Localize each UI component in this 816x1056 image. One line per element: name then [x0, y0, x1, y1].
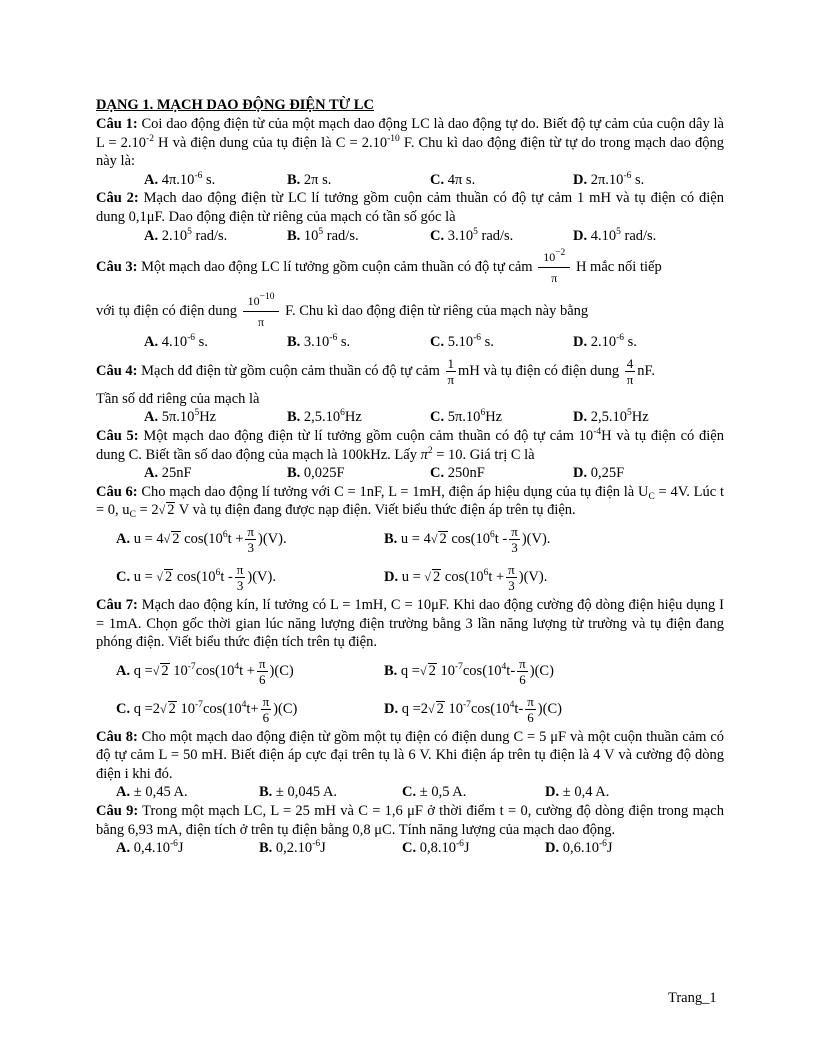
option-a[interactable]: A. u = 4√ 2 $\cos(10^6t$ + $\frac{\pi}{3}$ )(V).: [116, 524, 287, 556]
question-3-cont: với tụ điện có điện dung $\frac{10^{-10}}{\pi}$ F. Chu kì dao động điện từ riêng của mạch này bằng: [96, 289, 724, 333]
option-a[interactable]: A. $5\pi.10^5Hz$: [144, 408, 217, 426]
options-4: [96, 408, 724, 427]
option-c[interactable]: C. q =2√ 2 $10^{-7}\cos(10^4t+$ $\frac{\pi}{6}$ )(C): [116, 693, 298, 725]
options-9: [96, 839, 724, 858]
option-c[interactable]: C. u = √ 2 $\cos(10^6t$ - $\frac{\pi}{3}$ )(V).: [116, 562, 276, 594]
options-7-row1: [96, 652, 724, 690]
option-b[interactable]: B. q =√ 2 $10^{-7}\cos(10^4t-$ $\frac{\pi}{6}$ )(C): [384, 655, 554, 687]
options-3: [96, 333, 724, 352]
fraction: $\frac{1}{\pi}$: [447, 355, 455, 387]
option-c[interactable]: C. 4π s.: [430, 171, 476, 188]
question-label: Câu 6:: [96, 483, 138, 500]
options-7-row2: [96, 690, 724, 728]
question-3: Câu 3: Một mạch dao động LC lí tưởng gồm cuộn cảm thuần có độ tự cảm $\frac{10^{-2}}{\pi}$ H mắc nối tiếp: [96, 245, 724, 289]
question-2: Câu 2: Mạch dao động điện từ LC lí tưởng gồm cuộn cảm thuần có độ tự cảm 1 mH và tụ điện có điện dung 0,1μF. Dao động điện từ riêng của mạch có tần số góc là: [96, 190, 724, 225]
question-label: Câu 7:: [96, 596, 138, 613]
question-label: Câu 8:: [96, 728, 138, 745]
question-4-cont: Tần số dđ riêng của mạch là: [96, 390, 260, 407]
fraction: $\frac{10^{-2}}{\pi}$: [538, 247, 570, 288]
question-4: Câu 4: Mạch dđ điện từ gồm cuộn cảm thuần có độ tự cảm $\frac{1}{\pi}$ mH và tụ điện có điện dung $\frac{4}{\pi}$ nF.: [96, 355, 656, 387]
option-a[interactable]: A. $4.10^{-6}$ s.: [144, 333, 208, 351]
options-8: [96, 783, 724, 802]
option-a[interactable]: A. $0,4.10^{-6}J$: [116, 839, 184, 857]
question-label: Câu 4:: [96, 362, 138, 379]
options-6-row1: [96, 520, 724, 558]
fraction: $\frac{10^{-10}}{\pi}$: [243, 291, 280, 332]
option-c[interactable]: C. 3.10$^5$ rad/s.: [430, 226, 514, 244]
option-c[interactable]: C. $0,8.10^{-6}J$: [402, 839, 470, 857]
fraction: $\frac{4}{\pi}$: [626, 355, 634, 387]
page-title: DẠNG 1. MẠCH DAO ĐỘNG ĐIỆN TỪ LC: [96, 97, 374, 113]
option-d[interactable]: D. ± 0,4 A.: [545, 784, 610, 801]
question-9: Câu 9: Trong một mạch LC, L = 25 mH và C = 1,6 μF ở thời điểm t = 0, cường độ dòng điện trong mạch bằng 6,93 mA, điện tích ở trên tụ điện bằng 0,8 μC. Tính năng lượng của mạch dao động.: [96, 803, 724, 838]
option-b[interactable]: B. $10^5$ rad/s.: [287, 226, 359, 244]
page-number: Trang_1: [668, 990, 717, 1006]
option-d[interactable]: D. $0,6.10^{-6}J$: [545, 839, 613, 857]
options-1: [96, 171, 724, 190]
options-2: [96, 227, 724, 246]
option-a[interactable]: A. ± 0,45 A.: [116, 784, 188, 801]
document-page: [96, 96, 724, 858]
question-8: Câu 8: Cho một mạch dao động điện từ gồm một tụ điện có điện dung C = 5 μF và một cuộn thuần cảm có độ tự cảm L = 50 mH. Biết điện áp cực đại trên tụ là 6 V. Khi điện áp trên tụ điện là 4 V và cường độ dòng điện i khi đó.: [96, 728, 725, 782]
option-a[interactable]: A. q =√ 2 $10^{-7}\cos(10^4t$ + $\frac{\pi}{6}$ )(C): [116, 655, 294, 687]
option-a[interactable]: A. 2.10$^5$ rad/s.: [144, 226, 228, 244]
option-c[interactable]: C. $5\pi.10^6Hz$: [430, 408, 503, 426]
option-a[interactable]: A. 25nF: [144, 465, 192, 482]
option-b[interactable]: B. 2,5.10$^6$Hz: [287, 408, 362, 426]
question-label: Câu 2:: [96, 190, 139, 207]
option-a[interactable]: A. $4\pi.10^{-6}$ s.: [144, 170, 216, 188]
options-6-row2: [96, 558, 724, 596]
option-d[interactable]: D. 2,5.10$^5$Hz: [573, 408, 649, 426]
question-6: Câu 6: Cho mạch dao động lí tưởng với C = 1nF, L = 1mH, điện áp hiệu dụng của tụ điện là $U_C = 4V$. Lúc t = 0, $u_C = 2√$ 2 V và tụ điện đang được nạp điện. Viết biểu thức điện áp trên tụ điện.: [96, 483, 724, 521]
option-b[interactable]: B. $3.10^{-6}$ s.: [287, 333, 351, 351]
option-d[interactable]: D. $2\pi.10^{-6}$ s.: [573, 170, 645, 188]
question-label: Câu 5:: [96, 427, 139, 444]
option-d[interactable]: D. $2.10^{-6}$ s.: [573, 333, 637, 351]
option-c[interactable]: C. $5.10^{-6}$ s.: [430, 333, 494, 351]
question-7: Câu 7: Mạch dao động kín, lí tưởng có L = 1mH, C = 10μF. Khi dao động cường độ dòng điện hiệu dụng I = 1mA. Chọn gốc thời gian lúc năng lượng điện trường bằng 3 lần năng lượng từ trường và tụ điện đang phóng điện. Viết biểu thức điện tích trên tụ điện.: [96, 596, 724, 651]
option-b[interactable]: B. u = 4√ 2 $\cos(10^6t$ - $\frac{\pi}{3}$ )(V).: [384, 524, 551, 556]
sqrt: 2: [167, 502, 175, 519]
option-b[interactable]: B. $0,2.10^{-6}J$: [259, 839, 326, 857]
option-c[interactable]: C. 250nF: [430, 465, 485, 482]
question-label: Câu 1:: [96, 116, 138, 132]
option-c[interactable]: C. ± 0,5 A.: [402, 784, 467, 801]
question-5: Câu 5: Một mạch dao động điện từ lí tưởng gồm cuộn cảm thuần có độ tự cảm $10^{-4}H$ và tụ điện có điện dung C. Biết tần số dao động của mạch là 100kHz. Lấy $\pi^2 = 10$. Giá trị C là: [96, 426, 724, 463]
option-b[interactable]: B. 0,025F: [287, 465, 345, 482]
question-1: Câu 1: Coi dao động điện từ của một mạch dao động LC là dao động tự do. Biết độ tự cảm của cuộn dây là $L = 2.10^{-2}$ H và điện dung của tụ điện là $C = 2.10^{-10}$ F. Chu kì dao động điện từ tự do trong mạch dao động này là:: [96, 116, 724, 170]
option-d[interactable]: D. 4.10$^5$ rad/s.: [573, 226, 657, 244]
option-d[interactable]: D. q =2√ 2 $10^{-7}\cos(10^4t-$ $\frac{\pi}{6}$ )(C): [384, 693, 562, 725]
question-label: Câu 9:: [96, 803, 139, 820]
option-d[interactable]: D. u = √ 2 $\cos(10^6t$ + $\frac{\pi}{3}$ )(V).: [384, 562, 548, 594]
option-d[interactable]: D. 0,25F: [573, 465, 625, 482]
option-b[interactable]: B. 2π s.: [287, 171, 332, 188]
option-b[interactable]: B. ± 0,045 A.: [259, 784, 338, 801]
options-5: [96, 464, 724, 483]
question-label: Câu 3:: [96, 259, 138, 276]
